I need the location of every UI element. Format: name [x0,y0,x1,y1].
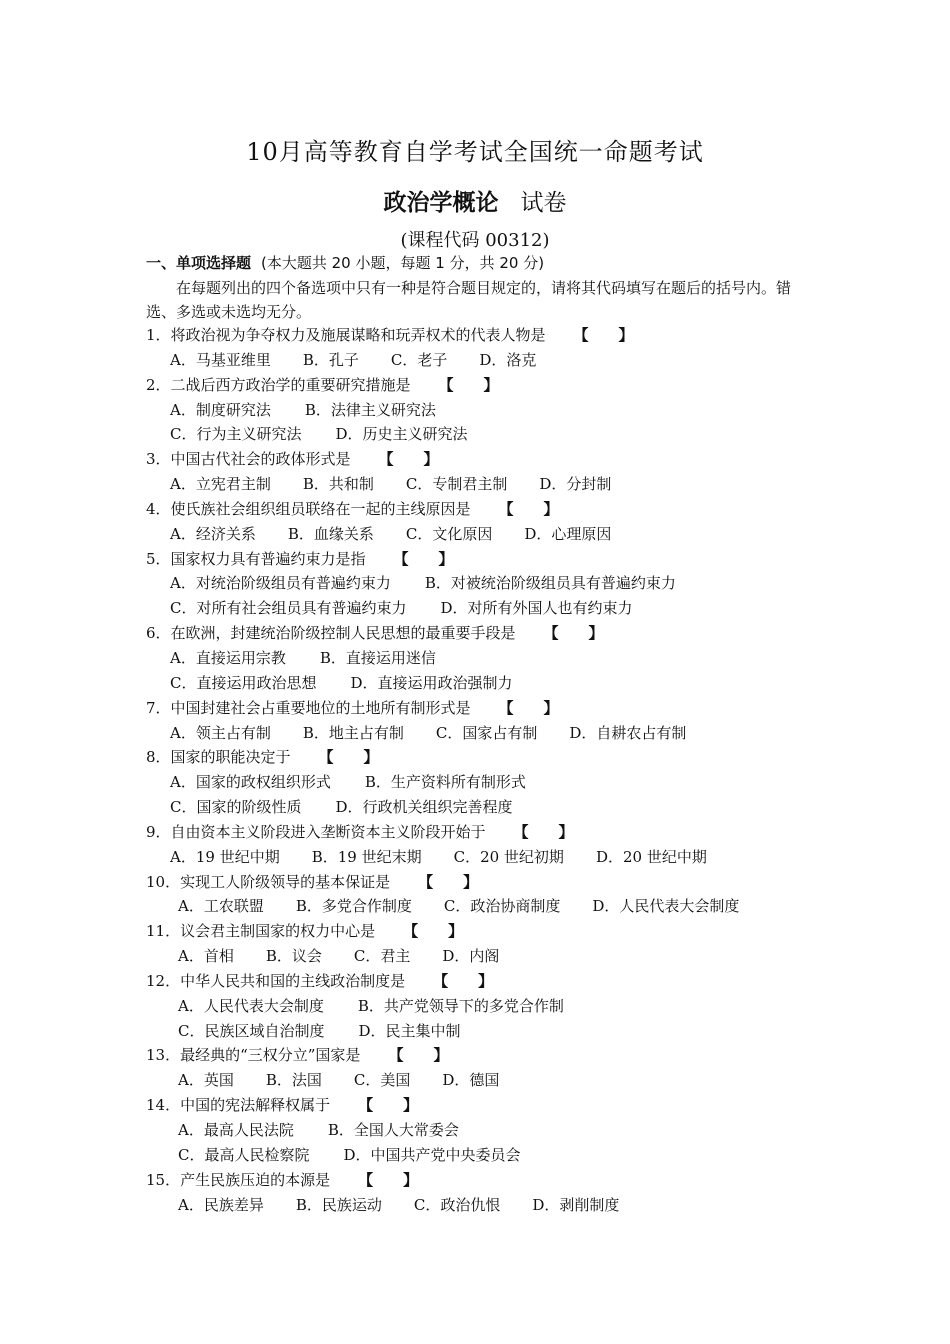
option-row [146,596,826,621]
answer-bracket[interactable]: 【 】 [403,922,464,941]
option-b[interactable]: B．民族运动 [295,1195,382,1214]
question-text: 10．实现工人阶级领导的基本保证是 [146,872,391,891]
question-stem [146,745,826,770]
answer-bracket[interactable]: 【 】 [378,450,439,469]
option-row [146,994,826,1019]
option-a[interactable]: A．19 世纪中期 [170,847,280,866]
option-b[interactable]: B．共产党领导下的多党合作制 [357,996,564,1015]
option-row [146,770,826,795]
option-d[interactable]: D．洛克 [479,350,537,369]
option-b[interactable]: B．生产资料所有制形式 [364,773,526,792]
option-a[interactable]: C．最高人民检察院 [178,1145,310,1164]
paper-label: 试卷 [520,190,567,216]
question-text: 12．中华人民共和国的主线政治制度是 [146,971,406,990]
answer-bracket[interactable]: 【 】 [498,499,559,518]
question-stem [146,870,826,895]
paper-title [0,184,950,217]
option-row [146,1143,826,1168]
option-c[interactable]: C．20 世纪初期 [453,847,564,866]
section-note: (本大题共 20 小题，每题 1 分，共 20 分) [261,254,545,272]
answer-bracket[interactable]: 【 】 [418,872,479,891]
option-row [146,894,826,919]
option-b[interactable]: D．对所有外国人也有约束力 [440,599,633,618]
question-text: 3．中国古代社会的政体形式是 [146,450,351,469]
option-b[interactable]: B．多党合作制度 [295,897,412,916]
option-a[interactable]: A．工农联盟 [178,897,264,916]
option-a[interactable]: A．立宪君主制 [170,475,271,494]
option-d[interactable]: D．20 世纪中期 [595,847,707,866]
option-c[interactable]: C．专制君主制 [405,475,508,494]
section-heading [146,252,544,273]
option-d[interactable]: D．剥削制度 [532,1195,620,1214]
question-stem [146,497,826,522]
question-text: 13．最经典的“三权分立”国家是 [146,1046,361,1065]
question-stem [146,323,826,348]
question-stem [146,547,826,572]
option-d[interactable]: D．德国 [442,1071,500,1090]
option-b[interactable]: B．直接运用迷信 [319,648,436,667]
answer-bracket[interactable]: 【 】 [318,748,379,767]
option-row [146,1193,826,1218]
question-text: 2．二战后西方政治学的重要研究措施是 [146,375,411,394]
option-d[interactable]: D．心理原因 [524,524,612,543]
option-row [146,795,826,820]
option-a[interactable]: C．行为主义研究法 [170,425,302,444]
course-code: (课程代码 00312) [400,230,550,251]
question-stem [146,621,826,646]
option-a[interactable]: A．经济关系 [170,524,256,543]
option-row [146,1019,826,1044]
question-text: 15．产生民族压迫的本源是 [146,1170,331,1189]
option-b[interactable]: B．法律主义研究法 [304,400,436,419]
option-a[interactable]: C．国家的阶级性质 [170,798,302,817]
option-b[interactable]: B．血缘关系 [287,524,374,543]
option-b[interactable]: B．19 世纪末期 [311,847,422,866]
option-b[interactable]: B．孔子 [302,350,359,369]
option-row [146,721,826,746]
option-row [146,1068,826,1093]
answer-bracket[interactable]: 【 】 [388,1046,449,1065]
option-row [146,1118,826,1143]
answer-bracket[interactable]: 【 】 [393,549,454,568]
option-row [146,398,826,423]
option-c[interactable]: C．政治协商制度 [443,897,561,916]
answer-bracket[interactable]: 【 】 [573,326,634,344]
option-a[interactable]: A．对统治阶级组员有普遍约束力 [170,574,391,593]
option-row [146,571,826,596]
option-row [146,422,826,447]
question-text: 6．在欧洲，封建统治阶级控制人民思想的最重要手段是 [146,624,516,643]
option-a[interactable]: A．首相 [178,947,234,966]
option-a[interactable]: A．人民代表大会制度 [178,996,324,1015]
answer-bracket[interactable]: 【 】 [358,1170,419,1189]
option-a[interactable]: A．最高人民法院 [178,1121,294,1139]
question-stem [146,1043,826,1068]
option-b[interactable]: D．直接运用政治强制力 [350,673,513,692]
question-text: 5．国家权力具有普遍约束力是指 [146,549,366,568]
question-stem [146,919,826,944]
option-c[interactable]: C．君主 [353,947,411,966]
answer-bracket[interactable]: 【 】 [358,1096,419,1115]
option-row [146,646,826,671]
option-row [146,472,826,497]
option-d[interactable]: D．内阁 [442,947,500,966]
question-stem [146,696,826,721]
option-row [146,845,826,870]
option-b[interactable]: B．法国 [265,1071,322,1090]
option-c[interactable]: C．政治仇恨 [413,1195,501,1214]
section-instruction: 在每题列出的四个备选项中只有一种是符合题目规定的，请将其代码填写在题后的括号内。错选、多选或未选均无分。 [146,279,792,321]
option-a[interactable]: C．直接运用政治思想 [170,673,317,692]
option-b[interactable]: B．议会 [265,947,322,966]
option-a[interactable]: A．领主占有制 [170,723,271,742]
answer-bracket[interactable]: 【 】 [438,375,499,394]
option-row [146,944,826,969]
question-text: 14．中国的宪法解释权属于 [146,1096,331,1115]
option-c[interactable]: C．国家占有制 [435,723,538,742]
option-row [146,522,826,547]
answer-bracket[interactable]: 【 】 [498,698,559,717]
question-stem [146,1168,826,1193]
option-c[interactable]: C．美国 [353,1071,411,1090]
option-d[interactable]: D．分封制 [539,475,612,494]
option-row [146,348,826,373]
option-b[interactable]: B．共和制 [302,475,374,494]
option-b[interactable]: B．全国人大常委会 [327,1121,459,1139]
option-a[interactable]: A．英国 [178,1071,234,1090]
answer-bracket[interactable]: 【 】 [433,971,494,990]
option-a[interactable]: A．制度研究法 [170,400,271,419]
question-text: 4．使氏族社会组织组员联络在一起的主线原因是 [146,499,471,518]
question-stem [146,820,826,845]
answer-bracket[interactable]: 【 】 [543,624,604,643]
question-list [146,323,826,1217]
option-a[interactable]: C．民族区域自治制度 [178,1021,325,1040]
question-text: 11．议会君主制国家的权力中心是 [146,922,376,941]
answer-bracket[interactable]: 【 】 [513,822,574,841]
option-a[interactable]: A．马基亚维里 [170,350,271,369]
option-row [146,671,826,696]
option-d[interactable]: D．人民代表大会制度 [592,897,740,916]
option-d[interactable]: D．自耕农占有制 [569,723,687,742]
question-stem [146,969,826,994]
option-a[interactable]: A．国家的政权组织形式 [170,773,331,792]
option-a[interactable]: A．直接运用宗教 [170,648,286,667]
option-b[interactable]: D．中国共产党中央委员会 [343,1145,521,1164]
question-stem [146,447,826,472]
subject-name: 政治学概论 [383,190,499,216]
question-text: 8．国家的职能决定于 [146,748,291,767]
option-b[interactable]: D．历史主义研究法 [335,425,468,444]
question-stem [146,1093,826,1118]
section-title: 一、单项选择题 [146,254,252,272]
option-c[interactable]: C．老子 [390,350,448,369]
option-a[interactable]: A．民族差异 [178,1195,264,1214]
option-c[interactable]: C．文化原因 [405,524,493,543]
option-a[interactable]: C．对所有社会组员具有普遍约束力 [170,599,407,618]
option-b[interactable]: D．行政机关组织完善程度 [335,798,513,817]
question-text: 1．将政治视为争夺权力及施展谋略和玩弄权术的代表人物是 [146,326,546,344]
exam-title: 10月高等教育自学考试全国统一命题考试 [246,138,704,166]
option-b[interactable]: B．对被统治阶级组员具有普遍约束力 [424,574,676,593]
option-b[interactable]: D．民主集中制 [358,1021,461,1040]
question-text: 9．自由资本主义阶段进入垄断资本主义阶段开始于 [146,822,486,841]
question-stem [146,373,826,398]
question-text: 7．中国封建社会占重要地位的土地所有制形式是 [146,698,471,717]
option-b[interactable]: B．地主占有制 [302,723,404,742]
